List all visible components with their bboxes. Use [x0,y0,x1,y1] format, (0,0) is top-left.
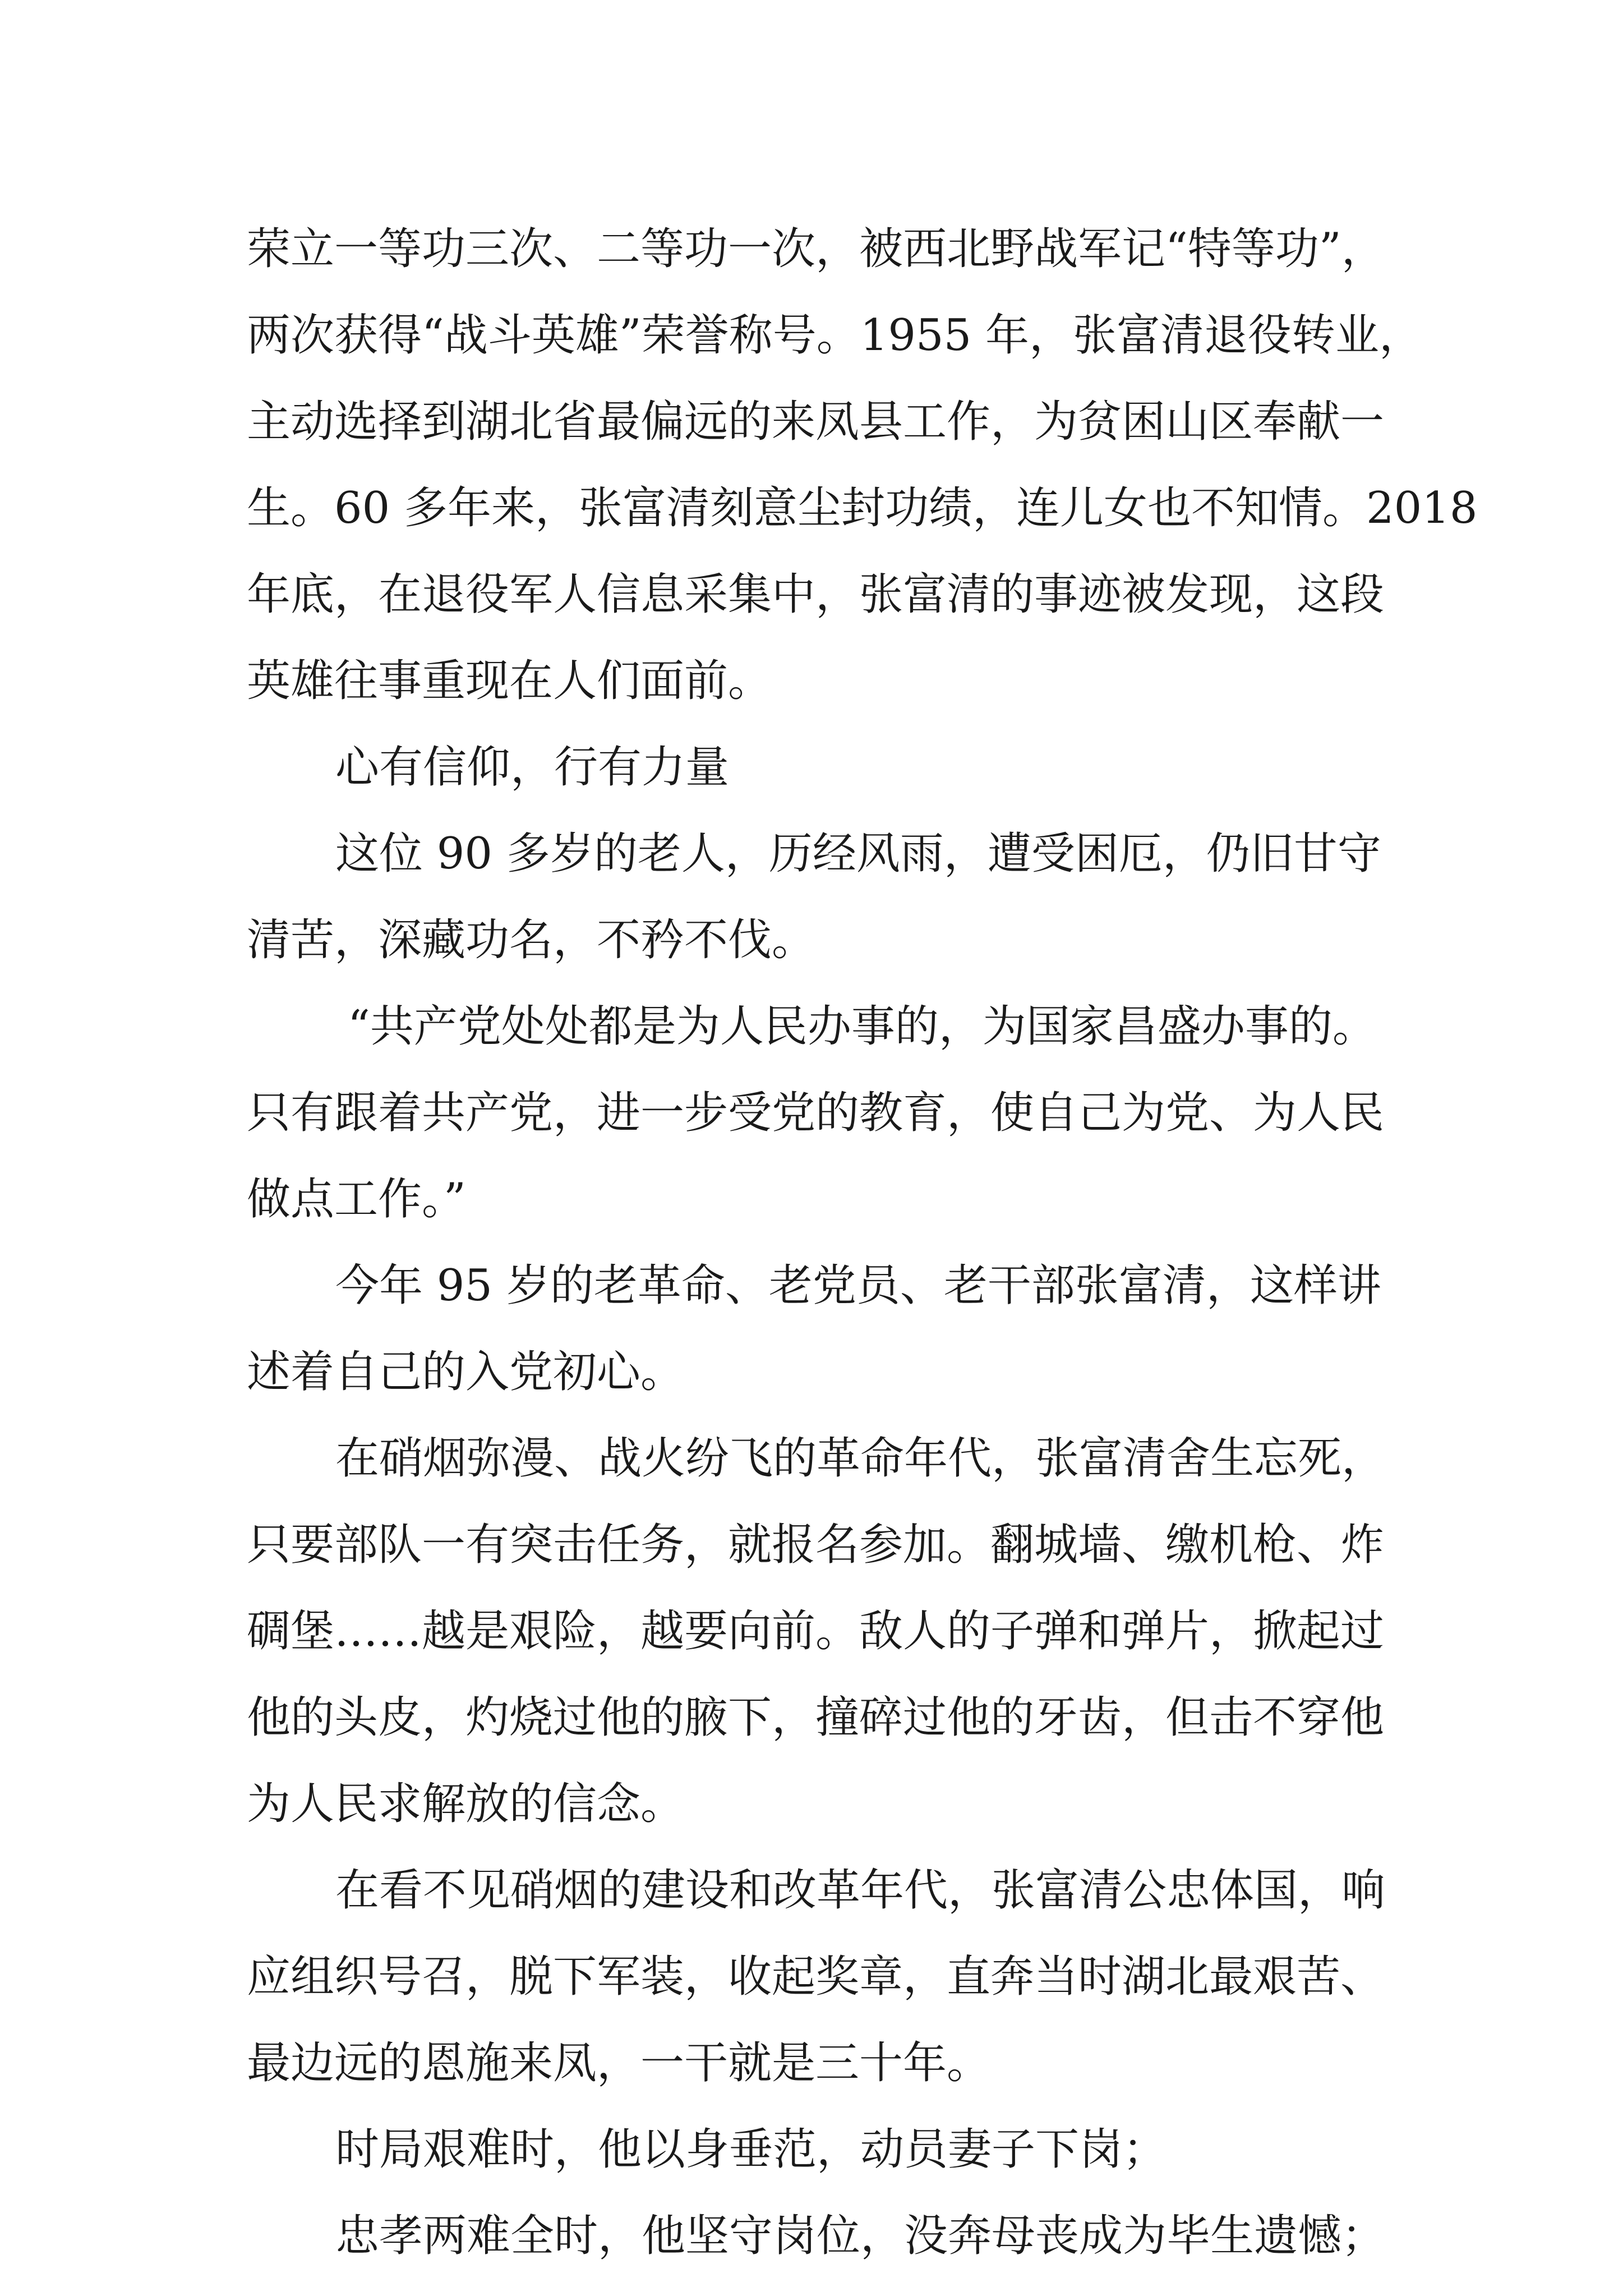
text-line: 英雄往事重现在人们面前。 [247,656,772,706]
text-line: 述着自己的入党初心。 [247,1347,685,1397]
section-heading: 心有信仰，行有力量 [335,742,730,793]
quote-line: “共产党处处都是为人民办事的，为国家昌盛办事的。 [348,1001,1376,1052]
text-line: 只要部队一有突击任务，就报名参加。翻城墙、缴机枪、炸 [247,1520,1385,1570]
text-line: 最边远的恩施来凤，一干就是三十年。 [247,2038,991,2088]
text-line: 在看不见硝烟的建设和改革年代，张富清公忠体国，响 [335,1865,1386,1916]
text-line: 两次获得“战斗英雄”荣誉称号。1955 年，张富清退役转业， [247,310,1423,361]
text-line: 年底，在退役军人信息采集中，张富清的事迹被发现，这段 [247,569,1385,620]
text-line: 应组织号召，脱下军装，收起奖章，直奔当时湖北最艰苦、 [247,1952,1385,2002]
text-line: 时局艰难时，他以身垂范，动员妻子下岗； [335,2124,1167,2175]
text-line: 清苦，深藏功名，不矜不伐。 [247,915,816,965]
text-line: 荣立一等功三次、二等功一次，被西北野战军记“特等功”， [247,224,1385,274]
quote-line: 只有跟着共产党，进一步受党的教育，使自己为党、为人民 [247,1088,1385,1138]
text-line: 忠孝两难全时，他坚守岗位，没奔母丧成为毕生遗憾； [335,2211,1386,2261]
text-line: 他的头皮，灼烧过他的腋下，撞碎过他的牙齿，但击不穿他 [247,1692,1385,1743]
text-line: 这位 90 多岁的老人，历经风雨，遭受困厄，仍旧甘守 [335,829,1381,879]
text-line: 为人民求解放的信念。 [247,1779,685,1829]
text-line: 今年 95 岁的老革命、老党员、老干部张富清，这样讲 [335,1260,1381,1311]
text-line: 在硝烟弥漫、战火纷飞的革命年代，张富清舍生忘死， [335,1433,1386,1484]
text-line: 生。60 多年来，张富清刻意尘封功绩，连儿女也不知情。2018 [247,483,1478,533]
quote-line: 做点工作。” [247,1174,466,1225]
text-line: 主动选择到湖北省最偏远的来凤县工作，为贫困山区奉献一 [247,397,1385,447]
text-line: 碉堡……越是艰险，越要向前。敌人的子弹和弹片，掀起过 [247,1606,1385,1657]
